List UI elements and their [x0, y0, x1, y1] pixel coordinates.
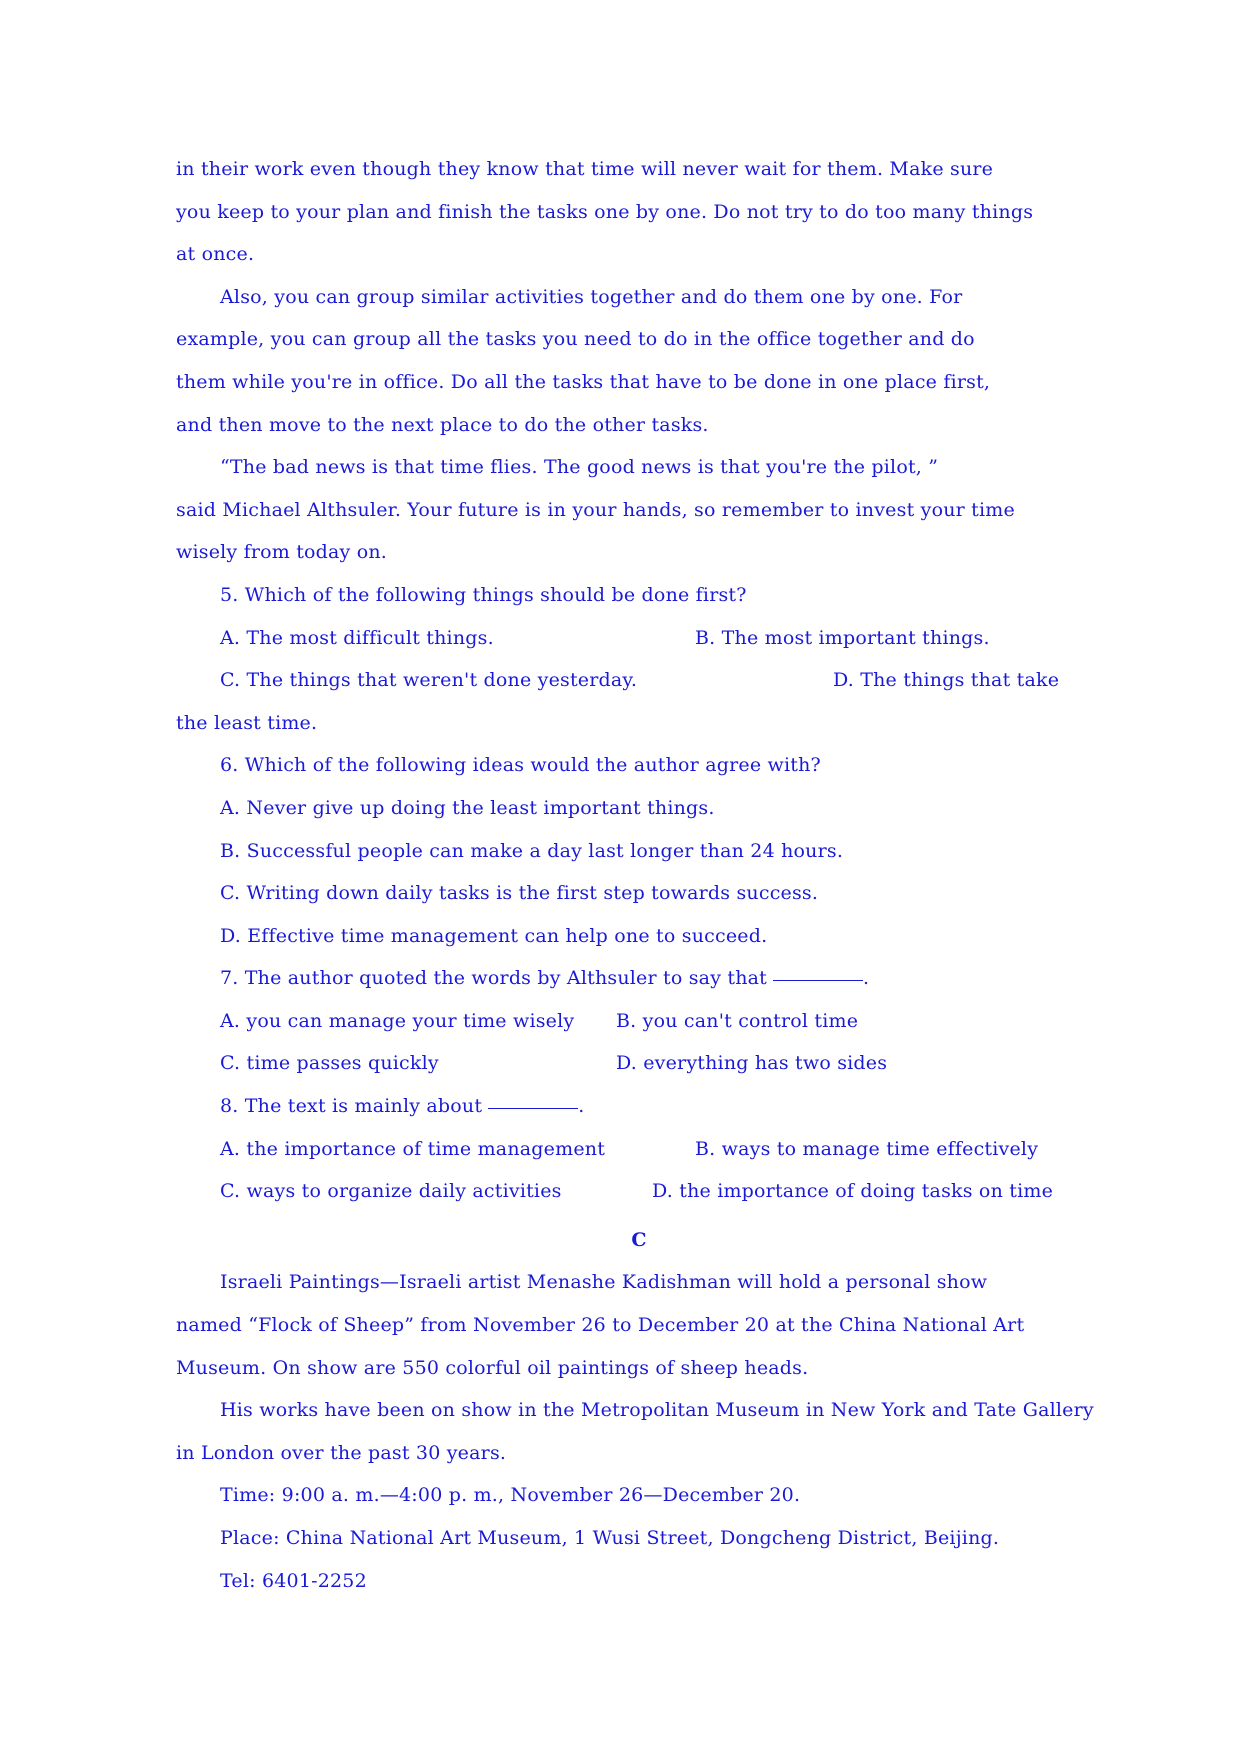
text-line: at once. — [176, 243, 255, 266]
option-d-continued: the least time. — [176, 711, 318, 734]
text-line: in their work even though they know that time will never wait for them. Make sure — [176, 158, 994, 180]
text-line: in London over the past 30 years. — [176, 1441, 507, 1464]
text-line: and then move to the next place to do the other tasks. — [176, 413, 709, 436]
option-a: A. The most difficult things. — [220, 626, 494, 649]
text-line: His works have been on show in the Metropolitan Museum in New York and Tate Gallery — [220, 1399, 1094, 1422]
paragraph — [176, 148, 1102, 276]
question-7 — [176, 957, 1102, 1085]
event-place: Place: China National Art Museum, 1 Wusi Street, Dongcheng District, Beijing. — [220, 1527, 1000, 1549]
question-5 — [176, 574, 1102, 744]
question-text: 7. The author quoted the words by Althsuler to say that — [220, 967, 768, 990]
question-6 — [176, 744, 1102, 957]
option-c: C. Writing down daily tasks is the first step towards success. — [220, 882, 819, 905]
paragraph — [176, 1261, 1102, 1389]
option-d: D. everything has two sides — [616, 1052, 888, 1075]
option-b: B. ways to manage time effectively — [695, 1137, 1039, 1160]
text-line: “The bad news is that time flies. The good news is that you're the pilot, ” — [220, 456, 939, 479]
event-time: Time: 9:00 a. m.—4:00 p. m., November 26—December 20. — [220, 1484, 801, 1507]
options-row — [176, 1128, 1102, 1171]
text-line: Also, you can group similar activities together and do them one by one. For — [220, 285, 963, 308]
stem-end: . — [863, 967, 870, 990]
options-row — [176, 659, 1102, 702]
paragraph — [176, 276, 1102, 446]
question-text: 8. The text is mainly about — [220, 1095, 483, 1118]
option-d: D. The things that take — [833, 669, 1060, 692]
option-c: C. ways to organize daily activities — [220, 1180, 562, 1203]
text-line: Museum. On show are 550 colorful oil paintings of sheep heads. — [176, 1356, 809, 1379]
options-row — [176, 1170, 1102, 1213]
paragraph — [176, 446, 1102, 574]
document-content — [176, 148, 1102, 1602]
question-stem — [176, 957, 1102, 1000]
option-c: C. time passes quickly — [220, 1052, 439, 1075]
stem-end: . — [578, 1095, 585, 1118]
text-line: them while you're in office. Do all the tasks that have to be done in one place first, — [176, 370, 991, 393]
option-a: A. you can manage your time wisely — [220, 1009, 575, 1032]
options-row — [176, 1000, 1102, 1043]
option-b: B. The most important things. — [695, 626, 990, 649]
option-d: D. the importance of doing tasks on time — [652, 1180, 1054, 1203]
question-stem: 6. Which of the following ideas would the author agree with? — [220, 754, 821, 777]
text-line: you keep to your plan and finish the tasks one by one. Do not try to do too many things — [176, 200, 1034, 223]
question-stem: 5. Which of the following things should be done first? — [220, 583, 747, 606]
option-b: B. you can't control time — [616, 1009, 859, 1032]
text-line: named “Flock of Sheep” from November 26 to December 20 at the China National Art — [176, 1314, 1025, 1337]
question-8 — [176, 1085, 1102, 1213]
option-a: A. the importance of time management — [220, 1137, 606, 1160]
answer-blank — [488, 1107, 578, 1109]
option-b: B. Successful people can make a day last longer than 24 hours. — [220, 839, 844, 862]
option-d: D. Effective time management can help one to succeed. — [220, 924, 768, 947]
section-heading: C — [631, 1228, 647, 1251]
text-line: said Michael Althsuler. Your future is in your hands, so remember to invest your time — [176, 498, 1015, 521]
question-stem — [176, 1085, 1102, 1128]
paragraph — [176, 1389, 1102, 1474]
text-line: Israeli Paintings—Israeli artist Menashe Kadishman will hold a personal show — [220, 1271, 988, 1294]
answer-blank — [773, 979, 863, 981]
option-c: C. The things that weren't done yesterday. — [220, 669, 638, 692]
option-a: A. Never give up doing the least important things. — [220, 796, 715, 819]
options-row — [176, 1042, 1102, 1085]
text-line: example, you can group all the tasks you need to do in the office together and do — [176, 328, 975, 351]
event-tel: Tel: 6401-2252 — [220, 1569, 367, 1592]
options-row — [176, 617, 1102, 660]
text-line: wisely from today on. — [176, 541, 388, 564]
